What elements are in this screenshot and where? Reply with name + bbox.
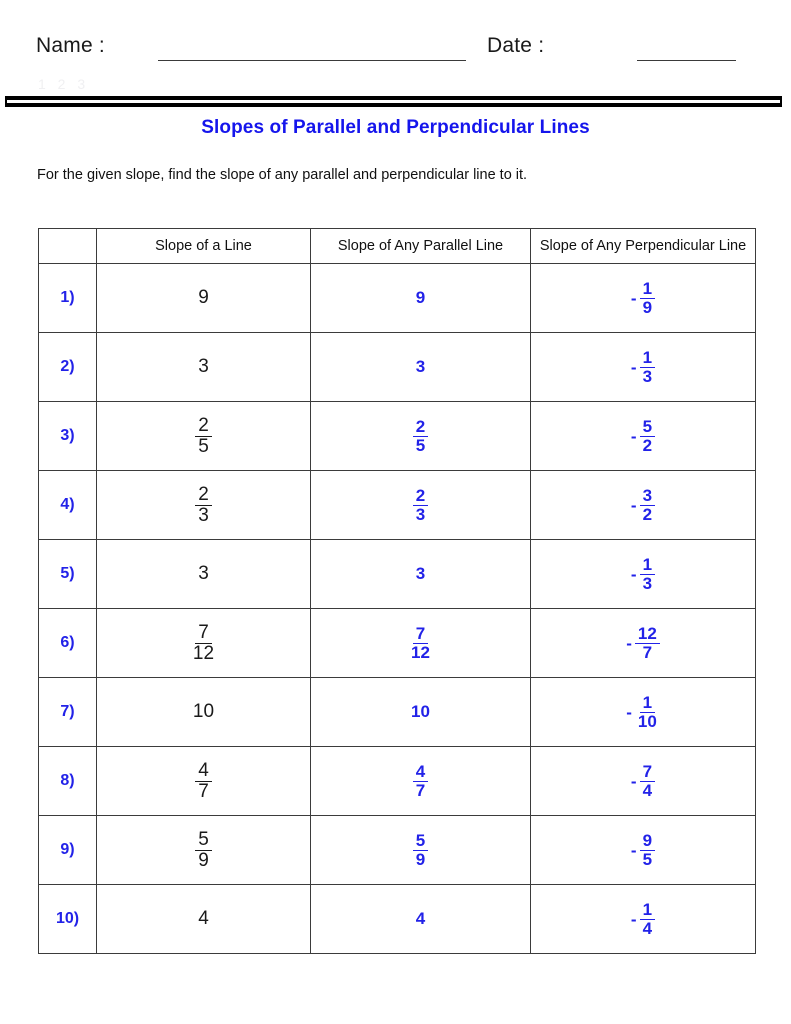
slope-value [97,678,310,746]
slope-fraction [195,416,212,456]
slope-numerator: 5 [195,830,212,850]
parallel-numerator: 7 [413,625,428,643]
slope-cell [97,816,311,885]
slope-fraction [195,761,212,801]
table-row [39,747,756,816]
perpendicular-slope-cell[interactable] [531,609,756,678]
table-header [39,229,756,264]
parallel-value [311,264,530,332]
perpendicular-minus-sign: - [630,564,637,584]
perpendicular-slope-cell[interactable] [531,333,756,402]
table-row [39,885,756,954]
perpendicular-fraction [631,418,655,454]
perpendicular-minus-sign: - [630,288,637,308]
perpendicular-value [531,885,755,953]
name-input-line[interactable] [158,60,466,61]
worksheet-header [0,30,791,70]
slope-frac [195,416,212,456]
slope-cell [97,402,311,471]
column-header-perpendicular: Slope of Any Perpendicular Line [531,229,756,264]
perpendicular-value [531,609,755,677]
perpendicular-slope-cell[interactable] [531,885,756,954]
slope-value [97,540,310,608]
perpendicular-frac [640,349,655,385]
table-header-row [39,229,756,264]
perpendicular-denominator: 9 [642,297,653,317]
perpendicular-value [531,264,755,332]
perpendicular-numerator: 5 [640,418,655,436]
perpendicular-value [531,471,755,539]
perpendicular-value [531,540,755,608]
parallel-frac [413,832,428,868]
perpendicular-fraction [631,487,655,523]
slope-numerator: 7 [195,623,212,643]
perpendicular-fraction [631,763,655,799]
perpendicular-frac [640,418,655,454]
slope-value [97,885,310,953]
table-row [39,264,756,333]
slope-whole: 4 [198,908,209,929]
perpendicular-fraction [631,901,655,937]
parallel-fraction [413,763,428,799]
perpendicular-denominator: 10 [637,711,657,731]
perpendicular-value [531,678,755,746]
date-input-line[interactable] [637,60,736,61]
perpendicular-denominator: 3 [642,366,653,386]
parallel-denominator: 3 [415,504,426,524]
perpendicular-frac [640,763,655,799]
slope-numerator: 2 [195,485,212,505]
perpendicular-frac [635,625,660,661]
parallel-frac [408,625,433,661]
parallel-slope-cell[interactable] [311,816,531,885]
perpendicular-minus-sign: - [630,840,637,860]
parallel-slope-cell[interactable] [311,333,531,402]
slope-value [97,471,310,539]
perpendicular-numerator: 1 [640,901,655,919]
perpendicular-minus-sign: - [630,495,637,515]
perpendicular-denominator: 7 [642,642,653,662]
parallel-whole: 3 [415,564,426,583]
row-number-label: 3) [60,427,75,444]
parallel-fraction [413,418,428,454]
parallel-slope-cell[interactable] [311,471,531,540]
parallel-value [311,402,530,470]
perpendicular-frac [640,901,655,937]
slope-value [97,747,310,815]
row-number-label: 4) [60,496,75,513]
perpendicular-frac [640,832,655,868]
parallel-value [311,471,530,539]
perpendicular-frac [635,694,660,730]
perpendicular-numerator: 1 [640,694,655,712]
perpendicular-slope-cell[interactable] [531,816,756,885]
perpendicular-minus-sign: - [626,633,632,653]
perpendicular-fraction [626,694,660,730]
row-number-cell [39,747,97,816]
parallel-fraction [413,832,428,868]
perpendicular-slope-cell[interactable] [531,747,756,816]
slope-whole: 3 [198,563,209,584]
slope-cell [97,264,311,333]
parallel-value [311,540,530,608]
parallel-numerator: 2 [413,418,428,436]
slopes-table [38,228,756,954]
slope-frac [190,623,217,663]
perpendicular-numerator: 7 [640,763,655,781]
perpendicular-numerator: 1 [640,280,655,298]
slope-frac [195,761,212,801]
parallel-numerator: 5 [413,832,428,850]
slope-value [97,333,310,401]
parallel-denominator: 9 [415,849,426,869]
row-number-label: 8) [60,772,75,789]
parallel-whole: 4 [415,909,426,928]
table-row [39,471,756,540]
slope-cell [97,678,311,747]
slope-cell [97,609,311,678]
perpendicular-frac [640,487,655,523]
row-number-label: 7) [60,703,75,720]
header-divider-bar [5,96,782,107]
row-number-label: 9) [60,841,75,858]
perpendicular-slope-cell[interactable] [531,402,756,471]
table-row [39,678,756,747]
perpendicular-slope-cell[interactable] [531,471,756,540]
perpendicular-minus-sign: - [626,702,632,722]
parallel-fraction [413,487,428,523]
row-number-label: 1) [60,289,75,306]
perpendicular-denominator: 4 [642,780,653,800]
slope-numerator: 4 [195,761,212,781]
parallel-value [311,678,530,746]
table-body [39,264,756,954]
column-header-parallel: Slope of Any Parallel Line [311,229,531,264]
parallel-whole: 3 [415,357,426,376]
slope-cell [97,471,311,540]
perpendicular-denominator: 5 [642,849,653,869]
perpendicular-fraction [631,349,655,385]
parallel-slope-cell[interactable] [311,540,531,609]
perpendicular-fraction [626,625,660,661]
parallel-frac [413,487,428,523]
row-number-label: 6) [60,634,75,651]
table-row [39,609,756,678]
parallel-denominator: 7 [415,780,426,800]
row-number-label: 2) [60,358,75,375]
perpendicular-slope-cell[interactable] [531,678,756,747]
slope-fraction [190,623,217,663]
parallel-numerator: 2 [413,487,428,505]
slope-whole: 10 [192,701,215,722]
perpendicular-value [531,402,755,470]
parallel-denominator: 5 [415,435,426,455]
date-label: Date : [487,34,545,57]
perpendicular-denominator: 3 [642,573,653,593]
instruction-text: For the given slope, find the slope of any parallel and perpendicular line to it. [37,167,528,183]
row-number-cell [39,885,97,954]
perpendicular-denominator: 2 [642,435,653,455]
slope-denominator: 3 [198,504,209,526]
parallel-whole: 9 [415,288,426,307]
name-label: Name : [36,34,105,57]
slope-whole: 3 [198,356,209,377]
perpendicular-frac [640,556,655,592]
row-number-label: 5) [60,565,75,582]
parallel-value [311,747,530,815]
parallel-numerator: 4 [413,763,428,781]
slope-value [97,816,310,884]
row-number-cell [39,678,97,747]
perpendicular-slope-cell[interactable] [531,264,756,333]
slope-denominator: 12 [192,642,215,664]
row-number-cell [39,540,97,609]
perpendicular-fraction [631,832,655,868]
parallel-fraction [408,625,433,661]
parallel-value [311,333,530,401]
parallel-slope-cell[interactable] [311,747,531,816]
slope-value [97,609,310,677]
slope-fraction [195,830,212,870]
slope-frac [195,485,212,525]
perpendicular-numerator: 9 [640,832,655,850]
perpendicular-minus-sign: - [630,426,637,446]
slope-fraction [195,485,212,525]
perpendicular-slope-cell[interactable] [531,540,756,609]
slope-numerator: 2 [195,416,212,436]
slope-cell [97,885,311,954]
slope-denominator: 5 [198,435,209,457]
perpendicular-numerator: 3 [640,487,655,505]
parallel-value [311,885,530,953]
row-number-cell [39,816,97,885]
perpendicular-denominator: 2 [642,504,653,524]
perpendicular-numerator: 12 [635,625,660,643]
perpendicular-fraction [631,280,655,316]
slope-cell [97,333,311,402]
perpendicular-minus-sign: - [630,909,637,929]
table-row [39,816,756,885]
row-number-cell [39,402,97,471]
row-number-cell [39,333,97,402]
parallel-value [311,816,530,884]
table-row [39,333,756,402]
parallel-denominator: 12 [411,642,430,662]
parallel-frac [413,418,428,454]
slope-cell [97,540,311,609]
perpendicular-value [531,333,755,401]
perpendicular-numerator: 1 [640,556,655,574]
parallel-slope-cell[interactable] [311,402,531,471]
slope-frac [195,830,212,870]
row-number-cell [39,471,97,540]
perpendicular-frac [640,280,655,316]
row-number-cell [39,609,97,678]
perpendicular-minus-sign: - [630,357,637,377]
perpendicular-value [531,816,755,884]
parallel-value [311,609,530,677]
perpendicular-denominator: 4 [642,918,653,938]
slope-value [97,402,310,470]
column-header-slope: Slope of a Line [97,229,311,264]
page-title: Slopes of Parallel and Perpendicular Lines [201,117,590,138]
faint-scan-artifact: 1 2 3 [38,76,90,92]
row-number-label: 10) [55,910,80,927]
perpendicular-value [531,747,755,815]
slope-value [97,264,310,332]
column-header-number [39,229,97,264]
table-row [39,402,756,471]
parallel-slope-cell[interactable] [311,264,531,333]
slope-cell [97,747,311,816]
table-row [39,540,756,609]
perpendicular-fraction [631,556,655,592]
slope-whole: 9 [198,287,209,308]
parallel-whole: 10 [411,702,430,721]
perpendicular-numerator: 1 [640,349,655,367]
parallel-frac [413,763,428,799]
parallel-slope-cell[interactable] [311,885,531,954]
perpendicular-minus-sign: - [630,771,637,791]
row-number-cell [39,264,97,333]
parallel-slope-cell[interactable] [311,609,531,678]
slope-denominator: 9 [198,849,209,871]
parallel-slope-cell[interactable] [311,678,531,747]
slope-denominator: 7 [198,780,209,802]
